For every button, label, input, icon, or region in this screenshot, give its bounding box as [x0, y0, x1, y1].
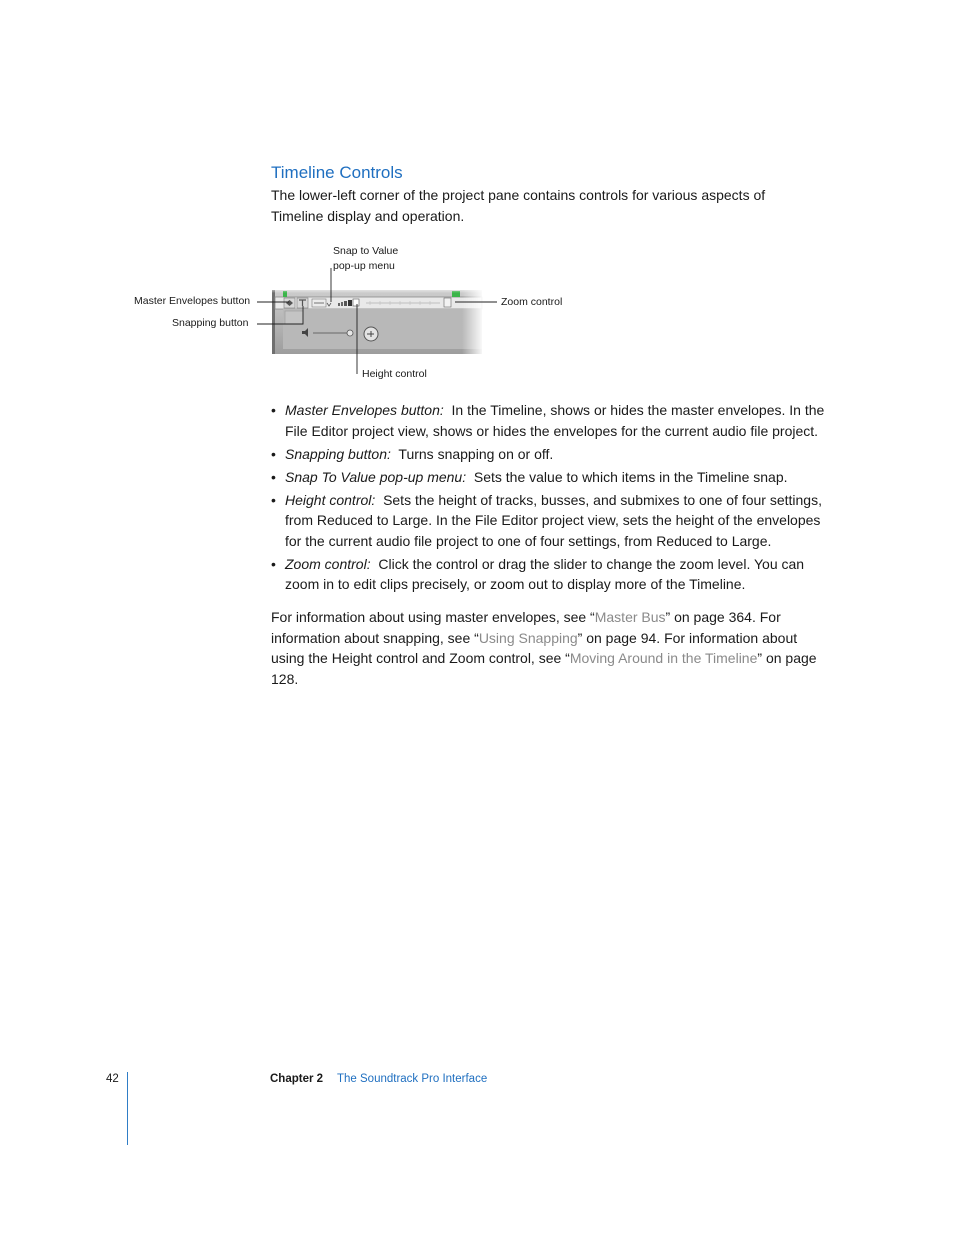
bullet-term: Height control:	[285, 491, 376, 508]
timeline-controls-figure	[0, 0, 954, 400]
page-number: 42	[106, 1073, 119, 1085]
list-item	[271, 490, 831, 552]
bullet-glyph: •	[271, 491, 276, 508]
snapping-callout: Snapping button	[172, 317, 249, 329]
figure-graphic	[0, 0, 954, 400]
footer-rule	[127, 1072, 128, 1145]
list-item	[271, 400, 831, 441]
intro-paragraph: The lower-left corner of the project pane contains controls for various aspects of Timeline display and operation.	[271, 187, 766, 224]
para-text: For information about using master envelopes, see “	[271, 609, 595, 625]
chapter-label: Chapter 2	[270, 1073, 324, 1085]
bullet-glyph: •	[271, 402, 276, 418]
para-text: ” on page 364. For information about snapping, see “	[271, 609, 781, 646]
list-item	[271, 554, 831, 595]
zoom-control	[444, 298, 451, 307]
link-moving-around-timeline[interactable]: Moving Around in the Timeline	[569, 650, 758, 666]
snap-value-callout-line1: Snap to Value	[333, 245, 399, 257]
bullet-term: Master Envelopes button:	[285, 402, 444, 418]
master-envelopes-callout: Master Envelopes button	[134, 295, 251, 307]
bullet-glyph: •	[271, 555, 276, 572]
bullet-glyph: •	[271, 445, 276, 462]
list-item	[271, 467, 831, 488]
chapter-title: The Soundtrack Pro Interface	[337, 1073, 488, 1085]
bullet-text: In the Timeline, shows or hides the master envelopes. In the File Editor project view, shows or hides the envelopes for the current audio file project.	[285, 402, 825, 439]
link-using-snapping[interactable]: Using Snapping	[478, 629, 578, 646]
snap-value-callout-line2: pop-up menu	[333, 260, 395, 272]
zoom-control-callout: Zoom control	[501, 296, 563, 308]
list-item	[271, 444, 831, 465]
cross-reference-paragraph	[271, 607, 826, 689]
bullet-text: Click the control or drag the slider to change the zoom level. You can zoom in to edit clips precisely, or zoom out to display more of the Timeline.	[285, 555, 805, 592]
bullet-text: Turns snapping on or off.	[398, 445, 554, 462]
bullet-text: Sets the value to which items in the Timeline snap.	[473, 468, 788, 485]
bullet-term: Zoom control:	[285, 555, 371, 572]
bullet-glyph: •	[271, 468, 276, 485]
controls-list	[271, 400, 831, 597]
lower-area	[283, 309, 482, 349]
section-heading: Timeline Controls	[271, 163, 403, 182]
bullet-term: Snapping button:	[285, 445, 391, 462]
height-control-callout: Height control	[362, 368, 427, 380]
para-text: ” on page 94. For information about using the Height control and Zoom control, see “	[271, 629, 798, 666]
bullet-term: Snap To Value pop-up menu:	[285, 468, 467, 485]
para-text: ” on page 128.	[271, 650, 817, 687]
bullet-text: Sets the height of tracks, busses, and submixes to one of four settings, from Reduced to Large. In the File Editor project view, sets the height of the envelopes for the current audio file project to one of four settings, from Reduced to Large.	[285, 491, 822, 549]
link-master-bus[interactable]: Master Bus	[594, 609, 666, 625]
